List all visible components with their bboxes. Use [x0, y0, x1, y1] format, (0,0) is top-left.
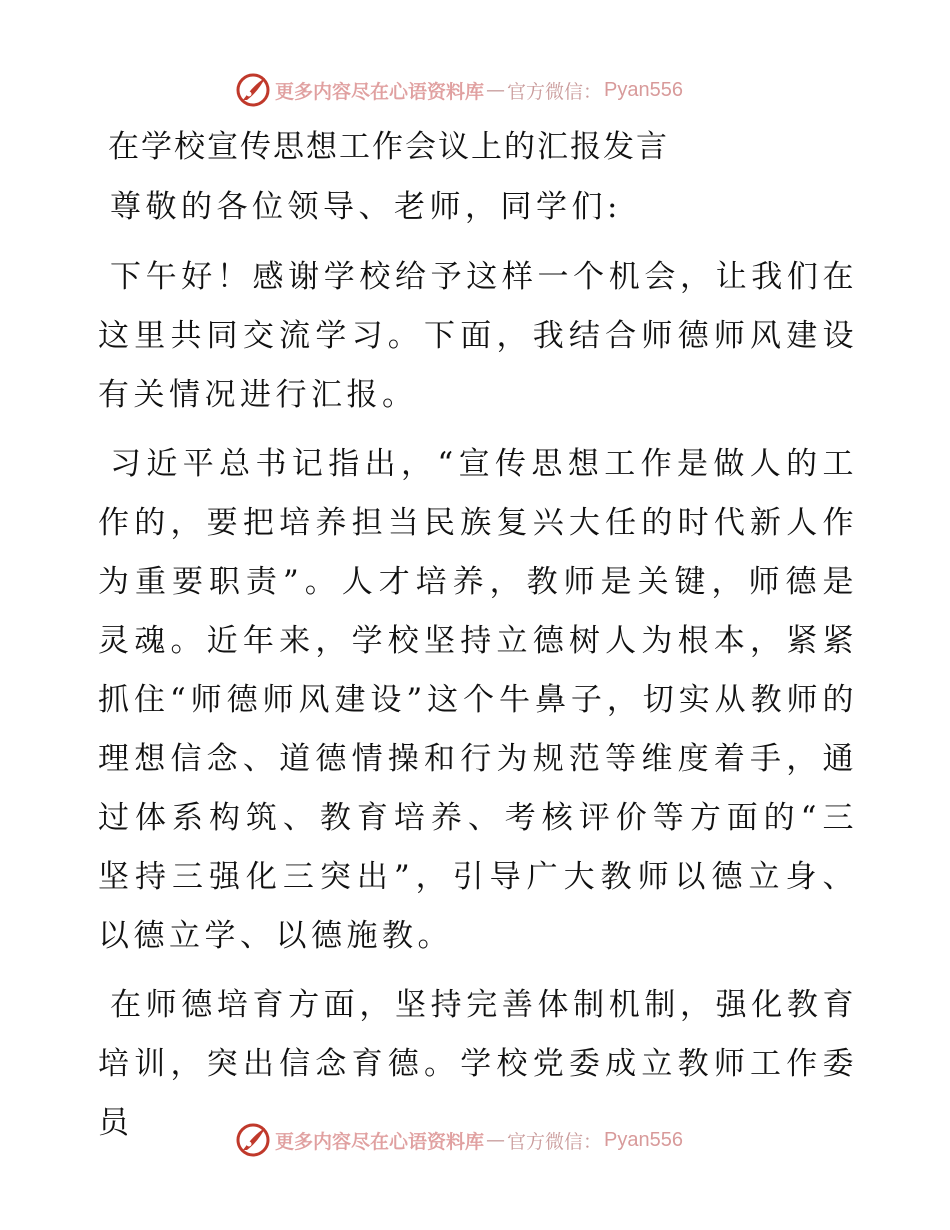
watermark-contact-label: 官方微信： [507, 1130, 603, 1153]
document-paragraph: 习近平总书记指出，“宣传思想工作是做人的工作的，要把培养担当民族复兴大任的时代新人作为重要职责”。人才培养，教师是关键，师德是灵魂。近年来，学校坚持立德树人为根本，紧紧抓住“师德师风建设”这个牛鼻子，切实从教师的理想信念、道德情操和行为规范等维度着手，通过体系构筑、教育培养、考核评价等方面的“三坚持三强化三突出”，引导广大教师以德立身、以德立学、以德施教。 [98, 446, 858, 954]
document-title: 在学校宣传思想工作会议上的汇报发言 [108, 129, 669, 165]
document-greeting: 尊敬的各位领导、老师，同学们: [110, 189, 622, 225]
watermark-separator: — [486, 79, 506, 101]
document-paragraph: 在师德培育方面，坚持完善体制机制，强化教育培训，突出信念育德。学校党委成立教师工作委员 [98, 987, 858, 1141]
document-body [98, 122, 858, 1163]
watermark-contact-id: Pyan556 [604, 78, 683, 101]
watermark-contact-id: Pyan556 [604, 1128, 683, 1151]
watermark-brand-text: 更多内容尽在心语资料库 [275, 1130, 485, 1153]
watermark-separator: — [486, 1129, 506, 1151]
document-paragraph: 下午好！感谢学校给予这样一个机会，让我们在这里共同交流学习。下面，我结合师德师风建设有关情况进行汇报。 [98, 259, 858, 413]
footer-watermark [235, 1120, 715, 1160]
quill-logo-icon [235, 72, 271, 108]
watermark-brand-text: 更多内容尽在心语资料库 [275, 80, 485, 103]
header-watermark [235, 70, 715, 110]
watermark-contact-label: 官方微信： [507, 80, 603, 103]
quill-logo-icon [235, 1122, 271, 1158]
